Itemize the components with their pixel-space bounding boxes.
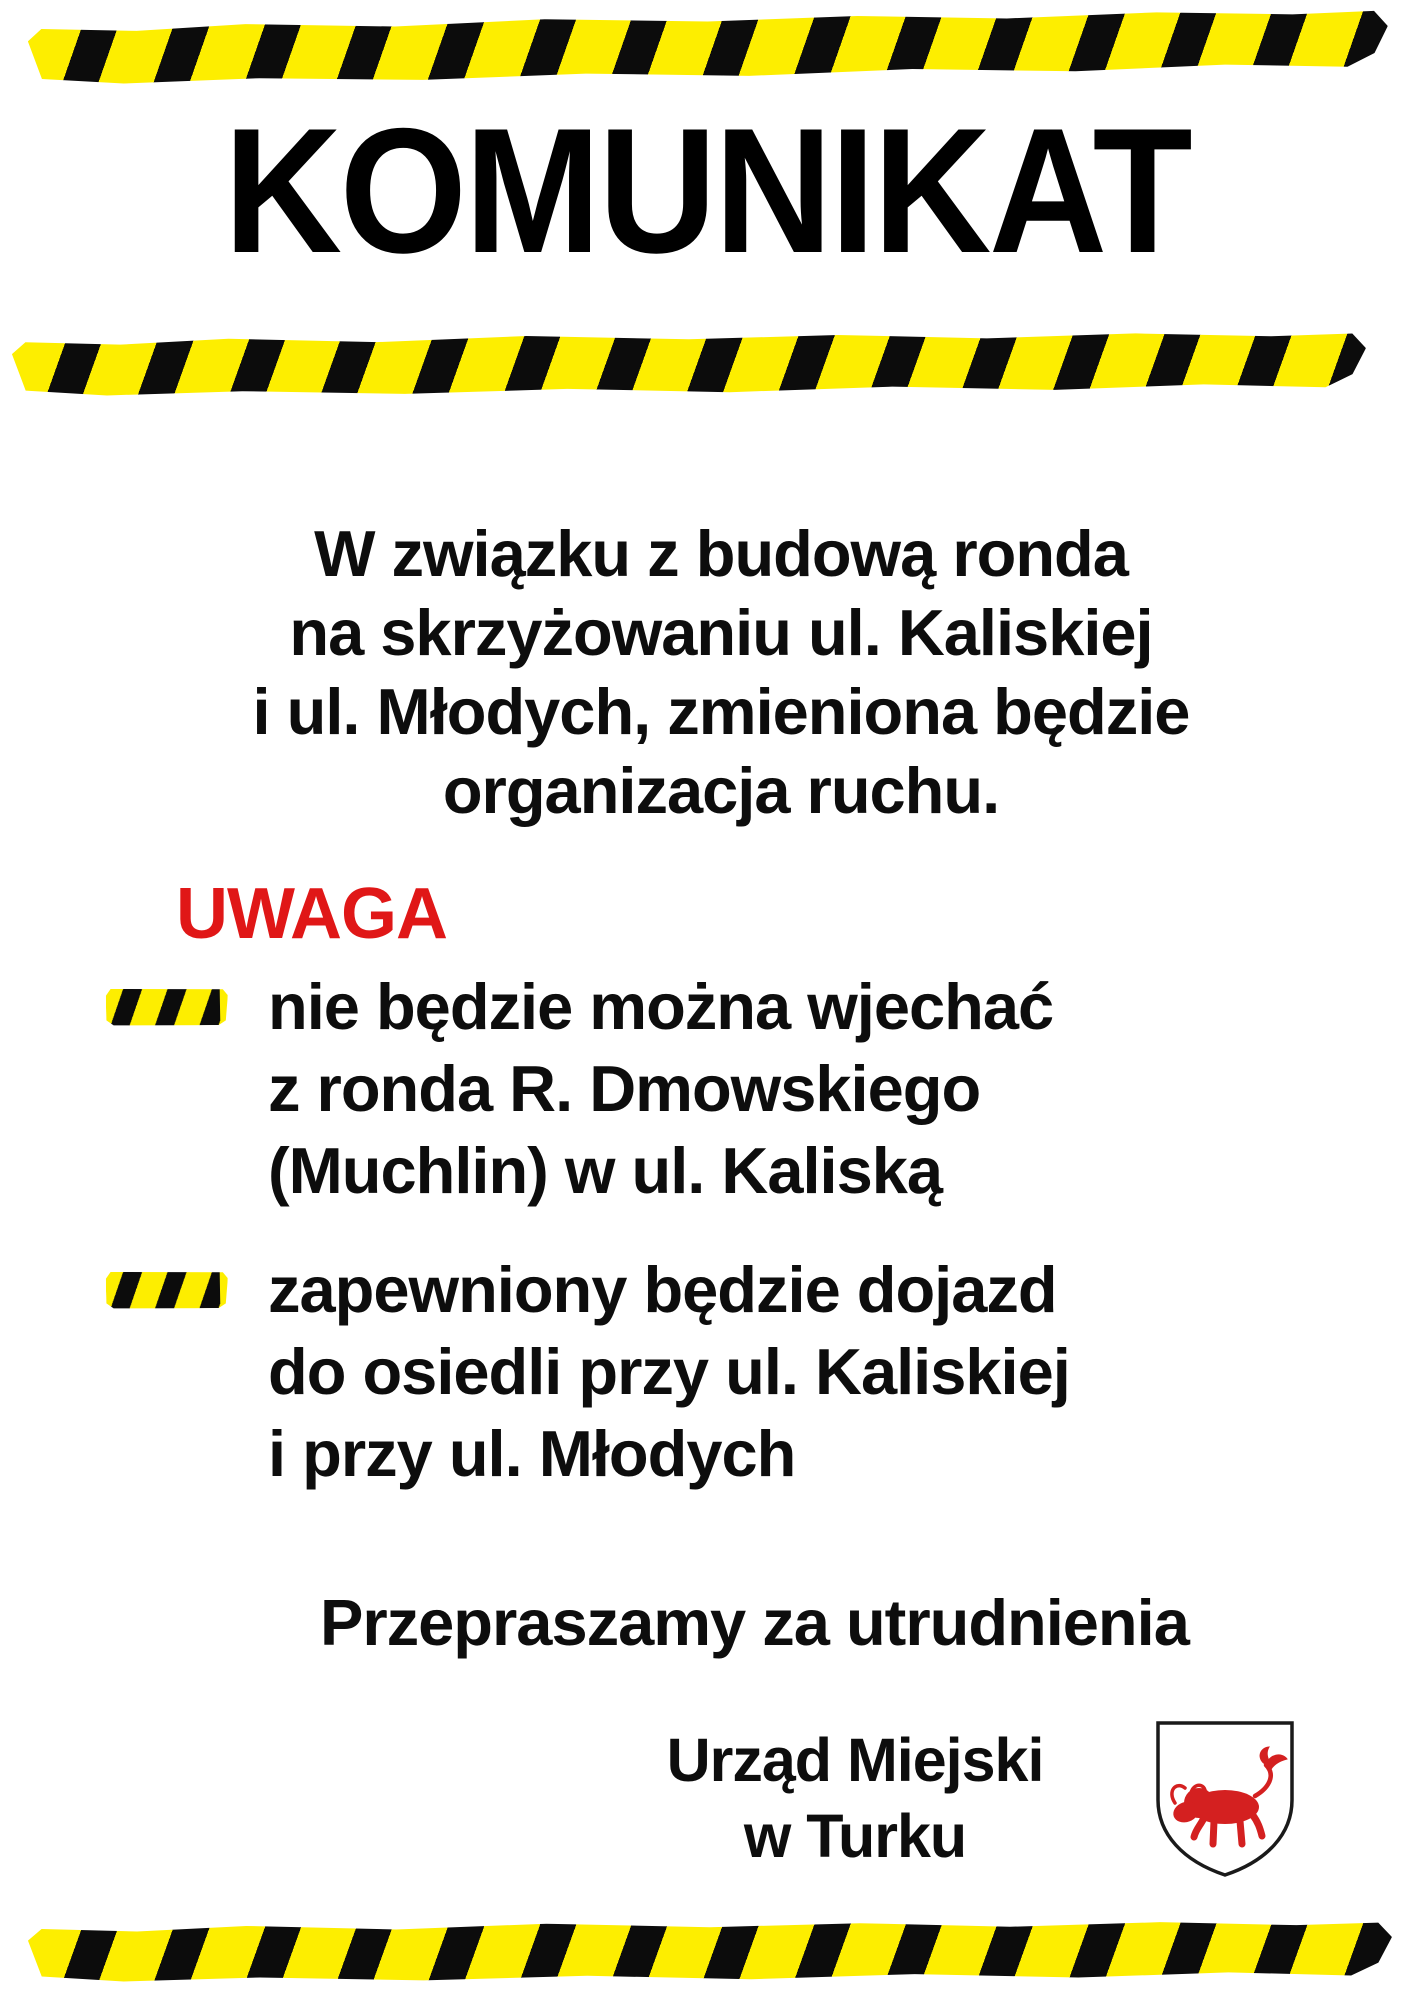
hazard-tape-bullet-icon — [106, 987, 229, 1027]
intro-line-4: organizacja ruchu. — [442, 754, 1000, 827]
intro-line-2: na skrzyżowaniu ul. Kaliskiej — [289, 596, 1153, 669]
bullet-1-line-3: (Muchlin) w ul. Kaliską — [268, 1134, 943, 1207]
bullet-2-line-1: zapewniony będzie dojazd — [268, 1253, 1057, 1326]
bullet-1-line-2: z ronda R. Dmowskiego — [268, 1052, 981, 1125]
attention-label: UWAGA — [176, 874, 447, 954]
bullet-item-2 — [268, 1249, 1378, 1495]
apology-line: Przepraszamy za utrudnienia — [320, 1586, 1189, 1659]
intro-paragraph — [0, 514, 1414, 830]
hazard-tape-top — [28, 8, 1389, 86]
intro-line-1: W związku z budową ronda — [314, 517, 1128, 590]
hazard-tape-under-title — [12, 330, 1366, 396]
bullet-item-1 — [268, 966, 1378, 1212]
bullet-2-line-2: do osiedli przy ul. Kaliskiej — [268, 1335, 1070, 1408]
bullet-2-line-3: i przy ul. Młodych — [268, 1417, 796, 1490]
signature-line-1: Urząd Miejski — [666, 1726, 1044, 1794]
intro-line-3: i ul. Młodych, zmieniona będzie — [252, 675, 1190, 748]
poster-title: KOMUNIKAT — [223, 91, 1191, 290]
hazard-tape-bottom — [28, 1920, 1392, 1983]
hazard-tape-bullet-icon — [106, 1270, 229, 1310]
turek-coat-of-arms-icon — [1152, 1718, 1298, 1880]
signature-block — [562, 1722, 1148, 1874]
bullet-1-line-1: nie będzie można wjechać — [268, 970, 1054, 1043]
signature-line-2: w Turku — [743, 1802, 967, 1870]
